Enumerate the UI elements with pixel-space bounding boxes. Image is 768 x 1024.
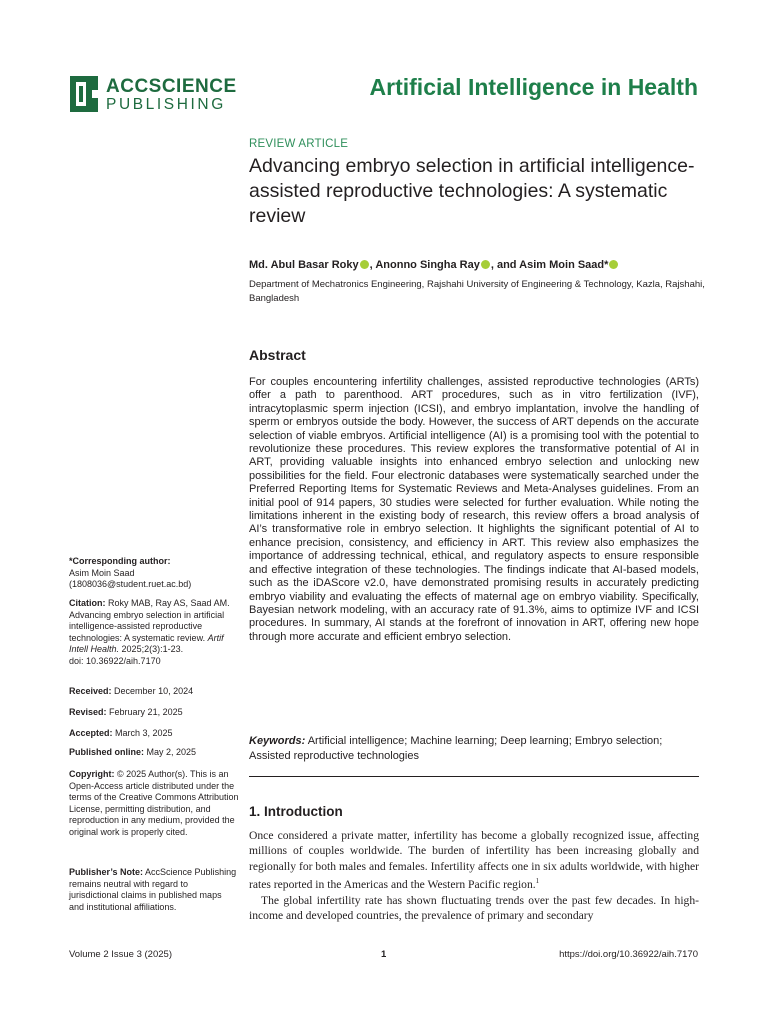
footer-volume: Volume 2 Issue 3 (2025) — [69, 949, 172, 960]
author-name: Anonno Singha Ray — [375, 259, 480, 271]
introduction-paragraph-1 — [249, 828, 699, 892]
copyright-text: © 2025 Author(s). This is an Open-Access article distributed under the terms of the Creative Commons Attribution License, permitting distribution, and reproduction in any medium, provided the original work is properly cited. — [69, 769, 239, 837]
received-value: December 10, 2024 — [114, 686, 194, 696]
revised-date — [69, 707, 239, 719]
footer-doi-link[interactable]: https://doi.org/10.36922/aih.7170 — [559, 949, 698, 960]
author-list: Md. Abul Basar Roky , Anonno Singha Ray , and Asim Moin Saad* — [249, 259, 619, 271]
accepted-value: March 3, 2025 — [115, 728, 173, 738]
copyright-label: Copyright: — [69, 769, 115, 779]
introduction-heading: 1. Introduction — [249, 804, 343, 819]
revised-label: Revised: — [69, 707, 107, 717]
accepted-date — [69, 728, 239, 740]
corr-label: *Corresponding author: — [69, 556, 171, 566]
citation-volume: 2025;2(3):1-23. — [121, 644, 184, 655]
section-divider — [249, 776, 699, 777]
received-date — [69, 686, 239, 698]
published-date — [69, 747, 239, 759]
orcid-icon[interactable] — [360, 260, 369, 269]
affiliation: Department of Mechatronics Engineering, Rajshahi University of Engineering & Technology, Kazla, Rajshahi, Bangladesh — [249, 279, 705, 304]
corr-email[interactable]: (1808036@student.ruet.ac.bd) — [69, 579, 192, 590]
received-label: Received: — [69, 686, 112, 696]
orcid-icon[interactable] — [609, 260, 618, 269]
publisher-note-text: AccScience Publishing remains neutral with regard to jurisdictional claims in published maps and institutional affiliations. — [69, 867, 237, 912]
published-label: Published online: — [69, 747, 145, 757]
abstract-text: For couples encountering infertility challenges, assisted reproductive technologies (ARTs) offer a path to parenthood. ART procedures, such as in vitro fertilization (IVF), intracytoplasmic sperm injection (ICSI), and embryo implantation, involve the handling of sperm or embryos outside the body. However, the success of ART depends on the accurate selection of viable embryos. Artificial intelligence (AI) is a promising tool with the potential to revolutionize these procedures. This review explores the transformative potential of AI in ART, providing valuable insights into enhanced embryo selection and unlocking new possibilities for the field. Four electronic databases were systematically searched under the Preferred Reporting Items for Systematic Reviews and Meta-Analyses guidelines. From an initial pool of 914 papers, 30 studies were selected for further evaluation. While noting the limitations inherent in the existing body of research, this review offers a broad analysis of AI’s transformative role in embryo selection. It highlights the significant potential of AI to enhance precision, consistency, and efficiency in ART. This review also emphasizes the importance of addressing technical, ethical, and regulatory aspects to ensure responsible and effective integration of these technologies. The findings indicate that AI-based models, such as the iDAScore v2.0, have demonstrated promising results in accurately predicting embryo viability and evaluating the effects of maternal age on embryo viability. Specifically, Bayesian network modeling, with an accuracy rate of 91.3%, aims to optimize IVF and ICSI procedures. In summary, AI stands at the forefront of innovation in ART, offering new hope through more accurate and efficient embryo selection. — [249, 376, 699, 643]
article-title: Advancing embryo selection in artificial intelligence-assisted reproductive technologies: A systematic review — [249, 155, 695, 227]
article-type: REVIEW ARTICLE — [249, 138, 349, 150]
revised-value: February 21, 2025 — [109, 707, 183, 717]
page-number: 1 — [381, 949, 387, 960]
publisher-note — [69, 867, 239, 913]
accepted-label: Accepted: — [69, 728, 113, 738]
keywords-text: Artificial intelligence; Machine learning; Deep learning; Embryo selection; Assisted reproductive technologies — [249, 735, 663, 762]
publisher-logo — [68, 74, 238, 114]
introduction-paragraph-2: The global infertility rate has shown fluctuating trends over the past few decades. In high-income and developed countries, the prevalence of primary and secondary — [249, 894, 699, 923]
journal-title: Artificial Intelligence in Health — [369, 74, 698, 100]
citation-journal: Artif Intell Health. — [69, 632, 224, 655]
reference-marker[interactable]: 1 — [535, 877, 540, 886]
publisher-note-label: Publisher’s Note: — [69, 867, 144, 877]
copyright — [69, 769, 239, 839]
author-name: Md. Abul Basar Roky — [249, 259, 359, 271]
keywords-label: Keywords: — [249, 735, 306, 747]
author-name: and Asim Moin Saad* — [496, 259, 609, 271]
keywords — [249, 734, 699, 764]
citation-text: Roky MAB, Ray AS, Saad AM. Advancing embryo selection in artificial intelligence-assisted reproductive technologies: A systematic review. — [69, 598, 230, 643]
logo-text-line1: ACCSCIENCE — [106, 76, 237, 97]
paragraph-text: Once considered a private matter, infertility has become a globally recognized issue, affecting millions of couples worldwide. The burden of infertility has been increasing globally and regionally for both males and females. Infertility affects one in six adults worldwide, with higher rates reported in the Americas and the Western Pacific region. — [249, 829, 699, 892]
citation — [69, 598, 239, 668]
corresponding-author — [69, 556, 239, 591]
published-value: May 2, 2025 — [146, 747, 197, 757]
citation-doi[interactable]: doi: 10.36922/aih.7170 — [69, 655, 161, 666]
orcid-icon[interactable] — [481, 260, 490, 269]
publisher-logo-icon — [68, 74, 100, 114]
abstract-heading: Abstract — [249, 347, 306, 363]
citation-label: Citation: — [69, 598, 106, 608]
logo-text-line2: PUBLISHING — [106, 96, 226, 113]
corr-name: Asim Moin Saad — [69, 567, 135, 578]
